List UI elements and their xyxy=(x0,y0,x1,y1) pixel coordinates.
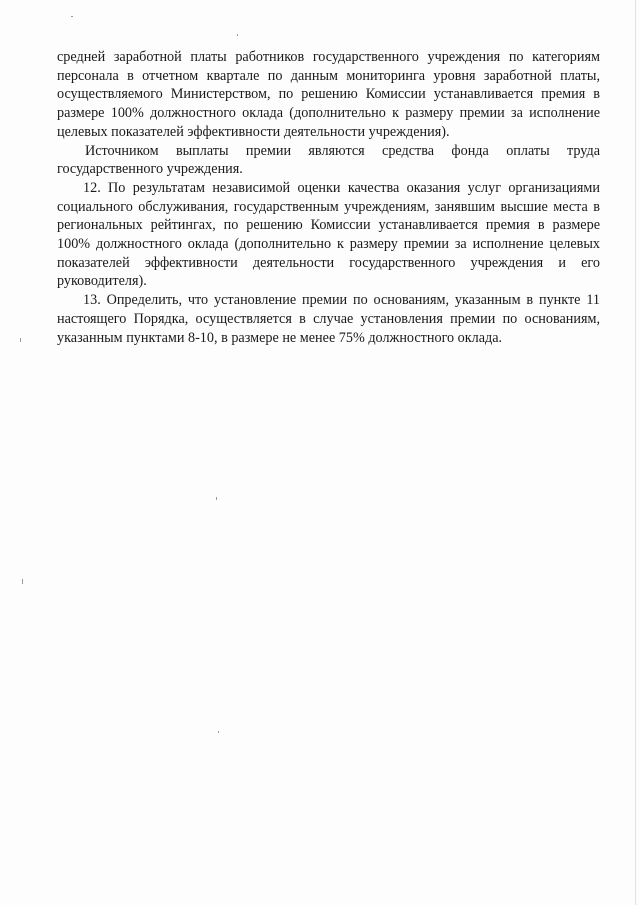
paragraph-12: 12. По результатам независимой оценки качества оказания услуг организациями социального обслуживания, государственным учреждениям, занявшим высшие места в региональных рейтингах, по решению Комиссии устанавливается премия в размере 100% должностного оклада (дополнительно к размеру премии за исполнение целевых показателей эффективности деятельности государственного учреждения и его руководителя). xyxy=(57,179,600,290)
scan-speck xyxy=(20,338,21,342)
scan-speck xyxy=(218,731,219,733)
scan-speck xyxy=(22,579,23,584)
paragraph-funding-source: Источником выплаты премии являются средства фонда оплаты труда государственного учреждения. xyxy=(57,142,600,178)
paragraph-13: 13. Определить, что установление премии по основаниям, указанным в пункте 11 настоящего Порядка, осуществляется в случае установления премии по основаниям, указанным пунктами 8-10, в размере не менее 75% должностного оклада. xyxy=(57,292,600,346)
scan-speck xyxy=(237,34,238,36)
paragraph-11-continuation: средней заработной платы работников государственного учреждения по категориям персонала в отчетном квартале по данным мониторинга уровня заработной платы, осуществляемого Министерством, по решению Комиссии устанавливается премия в размере 100% должностного оклада (дополнительно к размеру премии за исполнение целевых показателей эффективности деятельности учреждения). xyxy=(57,49,600,140)
document-body xyxy=(57,48,600,347)
scan-speck xyxy=(216,497,217,500)
scan-edge xyxy=(635,0,636,905)
scan-speck xyxy=(71,16,73,17)
